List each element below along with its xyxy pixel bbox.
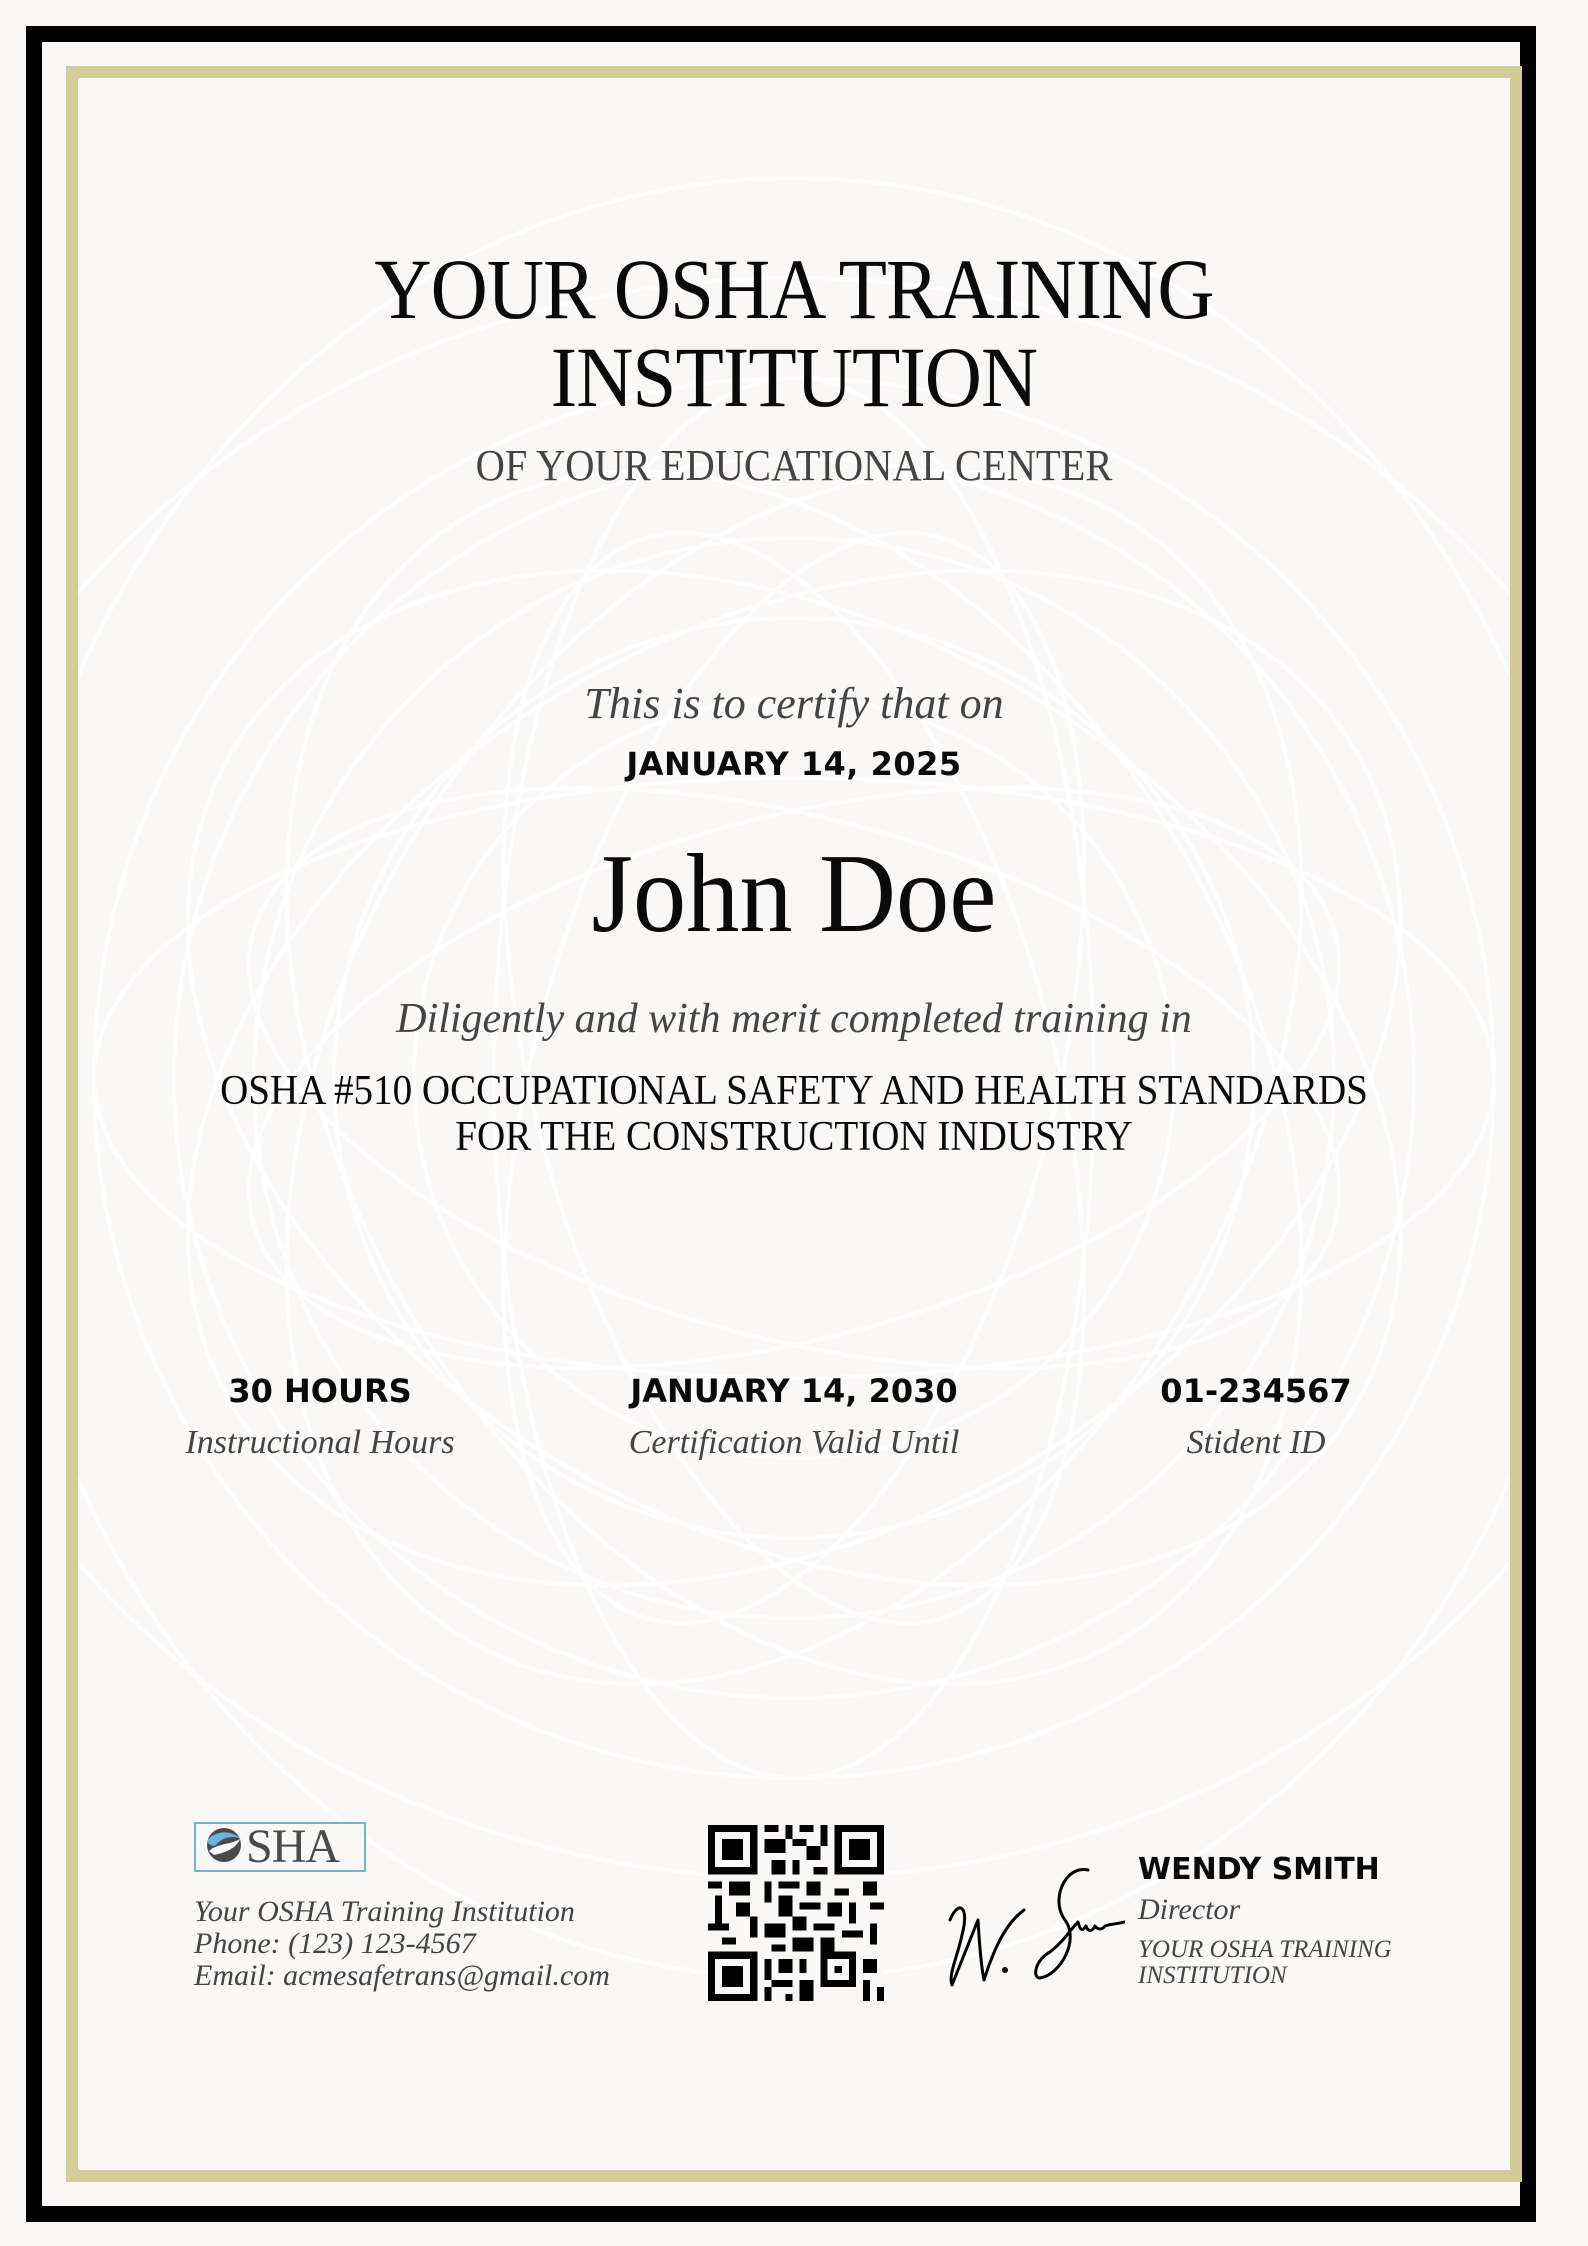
merit-statement: Diligently and with merit completed training in	[396, 996, 1192, 1042]
osha-swirl-icon	[204, 1825, 244, 1870]
contact-org: Your OSHA Training Institution	[194, 1895, 575, 1928]
stat-value: JANUARY 14, 2030	[630, 1372, 958, 1410]
stat-valid-until	[594, 1372, 994, 1462]
qr-code-icon	[708, 1825, 884, 2001]
course-title-line1: OSHA #510 OCCUPATIONAL SAFETY AND HEALTH STANDARDS	[220, 1068, 1368, 1114]
stat-label: Stident ID	[1186, 1424, 1326, 1461]
course-title-line2: FOR THE CONSTRUCTION INDUSTRY	[455, 1114, 1133, 1160]
signer-org	[1138, 1937, 1392, 1989]
stat-value: 30 HOURS	[228, 1372, 412, 1410]
stat-label: Certification Valid Until	[628, 1424, 960, 1461]
signature-icon	[940, 1860, 1125, 2000]
contact-email: Email: acmesafetrans@gmail.com	[194, 1959, 610, 1992]
signer-org-line1: YOUR OSHA TRAINING	[1138, 1936, 1392, 1963]
issue-date: JANUARY 14, 2025	[626, 745, 962, 783]
stat-label: Instructional Hours	[185, 1424, 455, 1461]
stat-instructional-hours	[120, 1372, 520, 1462]
contact-phone: Phone: (123) 123-4567	[194, 1927, 476, 1960]
institution-subtitle: OF YOUR EDUCATIONAL CENTER	[475, 441, 1113, 490]
signer-block	[1138, 1852, 1392, 1989]
certify-intro: This is to certify that on	[584, 679, 1004, 728]
stat-value: 01-234567	[1160, 1372, 1352, 1410]
contact-info	[194, 1896, 610, 1992]
course-title	[56, 1068, 1533, 1160]
osha-logo	[194, 1822, 366, 1872]
osha-logo-text: SHA	[246, 1820, 340, 1873]
stat-student-id	[1056, 1372, 1456, 1462]
signer-org-line2: INSTITUTION	[1138, 1962, 1287, 1989]
institution-contact-block	[194, 1822, 610, 1992]
signer-title: Director	[1138, 1893, 1241, 1926]
institution-title-line2: INSTITUTION	[550, 329, 1038, 425]
institution-title-line1: YOUR OSHA TRAINING	[374, 241, 1214, 337]
recipient-name: John Doe	[591, 832, 997, 956]
signer-name: WENDY SMITH	[1138, 1852, 1380, 1887]
institution-title	[64, 241, 1525, 425]
